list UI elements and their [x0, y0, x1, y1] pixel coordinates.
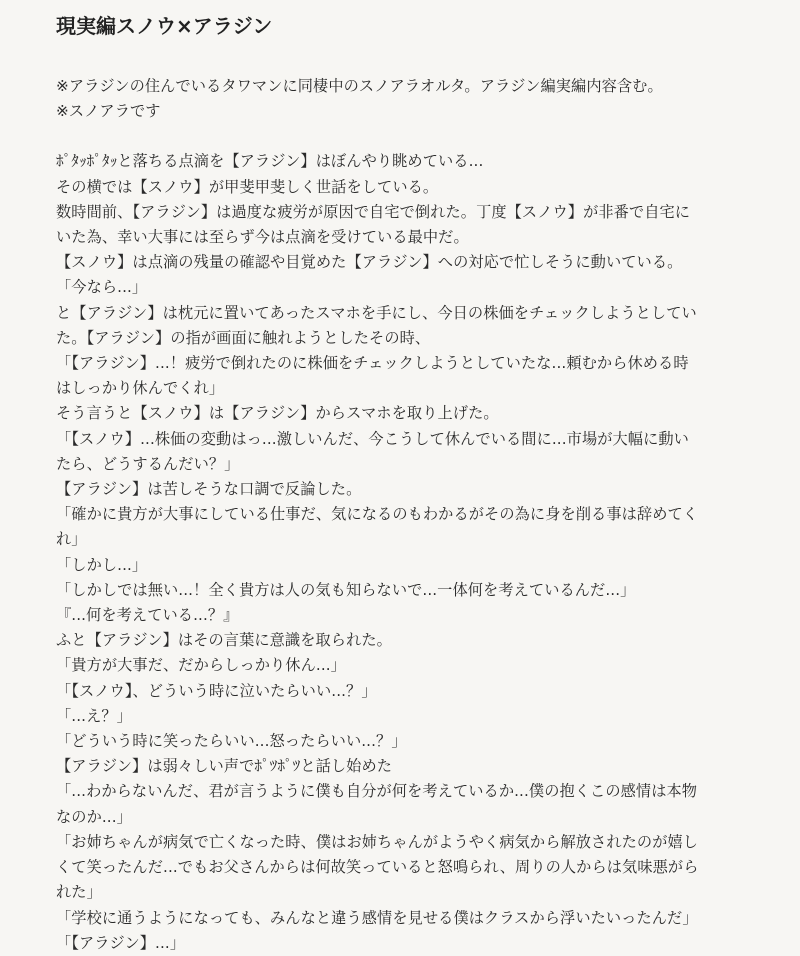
story-line: 「【スノウ】...株価の変動はっ...激しいんだ、今こうして休んでいる間に...市場が大幅に動い [56, 429, 689, 448]
story-line: 【アラジン】は苦しそうな口調で反論した。 [56, 480, 362, 499]
story-line: 「...わからないんだ、君が言うように僕も自分が何を考えているか...僕の抱くこの感情は本物 [56, 782, 698, 801]
story-line: ﾎﾟﾀｯﾎﾟﾀｯと落ちる点滴を【アラジン】はぼんやり眺めている... [56, 152, 484, 171]
story-line: と【アラジン】は枕元に置いてあったスマホを手にし、今日の株価をチェックしようとしてい [56, 303, 697, 322]
story-line: たら、どうするんだい？」 [56, 454, 240, 473]
story-line: はしっかり休んでくれ」 [56, 379, 225, 398]
story-line: 「貴方が大事だ、だからしっかり休ん...」 [56, 656, 346, 675]
story-line: 「【アラジン】...」 [56, 933, 186, 952]
story-line: ふと【アラジン】はその言葉に意識を取られた。 [56, 631, 392, 650]
story-line: いた為、幸い大事には至らず今は点滴を受けている最中だ。 [56, 228, 469, 247]
story-line: 『...何を考えている...？』 [56, 606, 239, 625]
story-line: 「【スノウ】、どういう時に泣いたらいい...？」 [56, 681, 377, 700]
story-line: 「しかし...」 [56, 555, 148, 574]
note-line: ※スノアラです [56, 102, 161, 121]
story-line: 「今なら...」 [56, 278, 148, 297]
story-line: 【スノウ】は点滴の残量の確認や目覚めた【アラジン】への対応で忙しそうに動いている。 [56, 253, 683, 272]
story-line: 「お姉ちゃんが病気で亡くなった時、僕はお姉ちゃんがようやく病気から解放されたのが嬉し [56, 832, 699, 851]
story-line: そう言うと【スノウ】は【アラジン】からスマホを取り上げた。 [56, 404, 499, 423]
story-line: た。【アラジン】の指が画面に触れようとしたその時、 [56, 328, 431, 347]
note-line: ※アラジンの住んでいるタワマンに同棲中のスノアラオルタ。アラジン編実編内容含む。 [56, 77, 663, 95]
story-line: その横では【スノウ】が甲斐甲斐しく世話をしている。 [56, 177, 439, 196]
story-line: 「学校に通うようになっても、みんなと違う感情を見せる僕はクラスから浮いたいったんだ」 [56, 908, 698, 927]
story-line: 「確かに貴方が大事にしている仕事だ、気になるのもわかるがその為に身を削る事は辞めてく [56, 505, 699, 524]
story-line: れた」 [56, 883, 102, 902]
story-body [56, 149, 770, 956]
story-line: 数時間前、【アラジン】は過度な疲労が原因で自宅で倒れた。丁度【スノウ】が非番で自宅に [56, 202, 691, 221]
story-line: 「しかしでは無い...！全く貴方は人の気も知らないで...一体何を考えているんだ...」 [56, 580, 636, 599]
story-line: 「...え？」 [56, 706, 132, 725]
story-line: れ」 [56, 530, 87, 549]
story-line: なのか...」 [56, 807, 132, 826]
story-line: 「【アラジン】...！疲労で倒れたのに株価をチェックしようとしていたな...頼むから休める時 [56, 354, 689, 373]
story-line: くて笑ったんだ...でもお父さんからは何故笑っていると怒鳴られ、周りの人からは気味悪がら [56, 858, 699, 877]
document-title: 現実編スノウ×アラジン [56, 14, 273, 38]
story-line: 「どういう時に笑ったらいい...怒ったらいい...？」 [56, 732, 407, 751]
notes-block [56, 74, 770, 124]
story-line: 【アラジン】は弱々しい声でﾎﾟﾂﾎﾟﾂと話し始めた [56, 757, 393, 776]
